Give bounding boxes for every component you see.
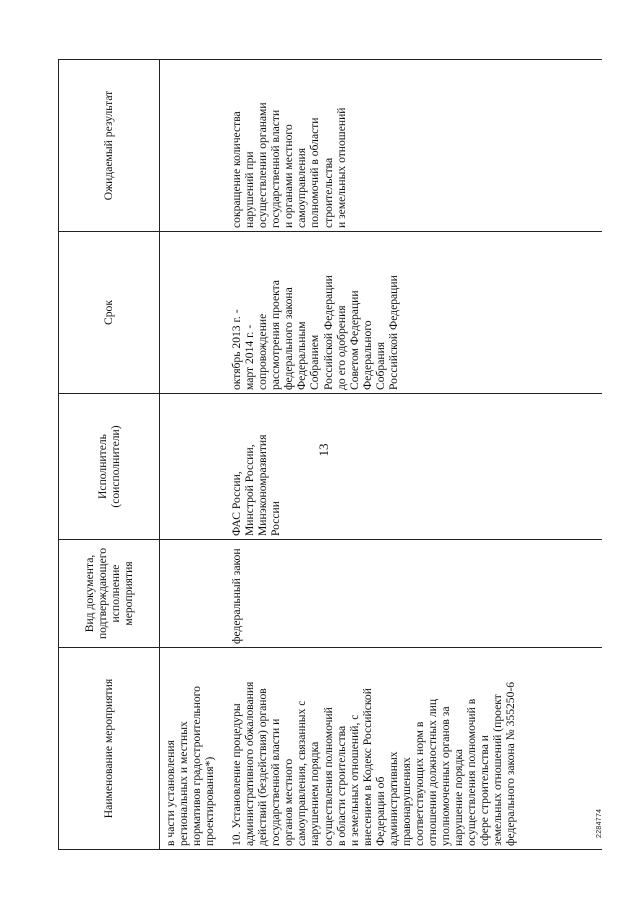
cell-deadline — [160, 232, 227, 394]
page-number: 13 — [316, 443, 331, 457]
cell-expected-result — [160, 60, 227, 232]
header-executor: Исполнитель (соисполнители) — [59, 394, 160, 540]
cell-expected-result: сокращение количества нарушений при осуществлении органами государственной власти и органами местного самоуправления полномочий в области строительства и земельных отношений — [226, 60, 602, 232]
header-deadline: Срок — [59, 232, 160, 394]
document-id: 2284774 — [596, 808, 603, 838]
cell-executor — [160, 394, 227, 540]
header-measure-name: Наименование мероприятия — [59, 648, 160, 850]
table-header-row — [59, 60, 160, 850]
cell-measure-name: в части установления региональных и местных нормативов градостроительного проектирования*) — [160, 648, 227, 850]
header-document-type: Вид документа, подтверждающего исполнение мероприятия — [59, 540, 160, 648]
table-row-continuation — [160, 60, 227, 850]
table-row-10 — [226, 60, 602, 850]
header-expected-result: Ожидаемый результат — [59, 60, 160, 232]
rotated-table-area — [58, 60, 578, 850]
cell-measure-name: 10. Установление процедуры административного обжалования действий (бездействия) органов государственной власти и органов местного самоуправления, связанных с нарушением порядка осуществления полномочий в области строительства и земельных отношений, с внесением в Кодекс Российской Федерации об административных правонарушениях соответствующих норм в отношении должностных лиц уполномоченных органов за нарушение порядка осуществления полномочий в сфере строительства и земельных отношений (проект федерального закона № 355250-6 — [226, 648, 602, 850]
cell-deadline: октябрь 2013 г. - март 2014 г. - сопровождение рассмотрения проекта федерального закона Федеральным Собранием Российской Федерации до его одобрения Советом Федерации Федерального Собрания Российской Федерации — [226, 232, 602, 394]
measures-table — [58, 59, 602, 850]
cell-document-type — [160, 540, 227, 648]
cell-executor: ФАС России, Минстрой России, Минэкономразвития России — [226, 394, 602, 540]
cell-document-type: федеральный закон — [226, 540, 602, 648]
